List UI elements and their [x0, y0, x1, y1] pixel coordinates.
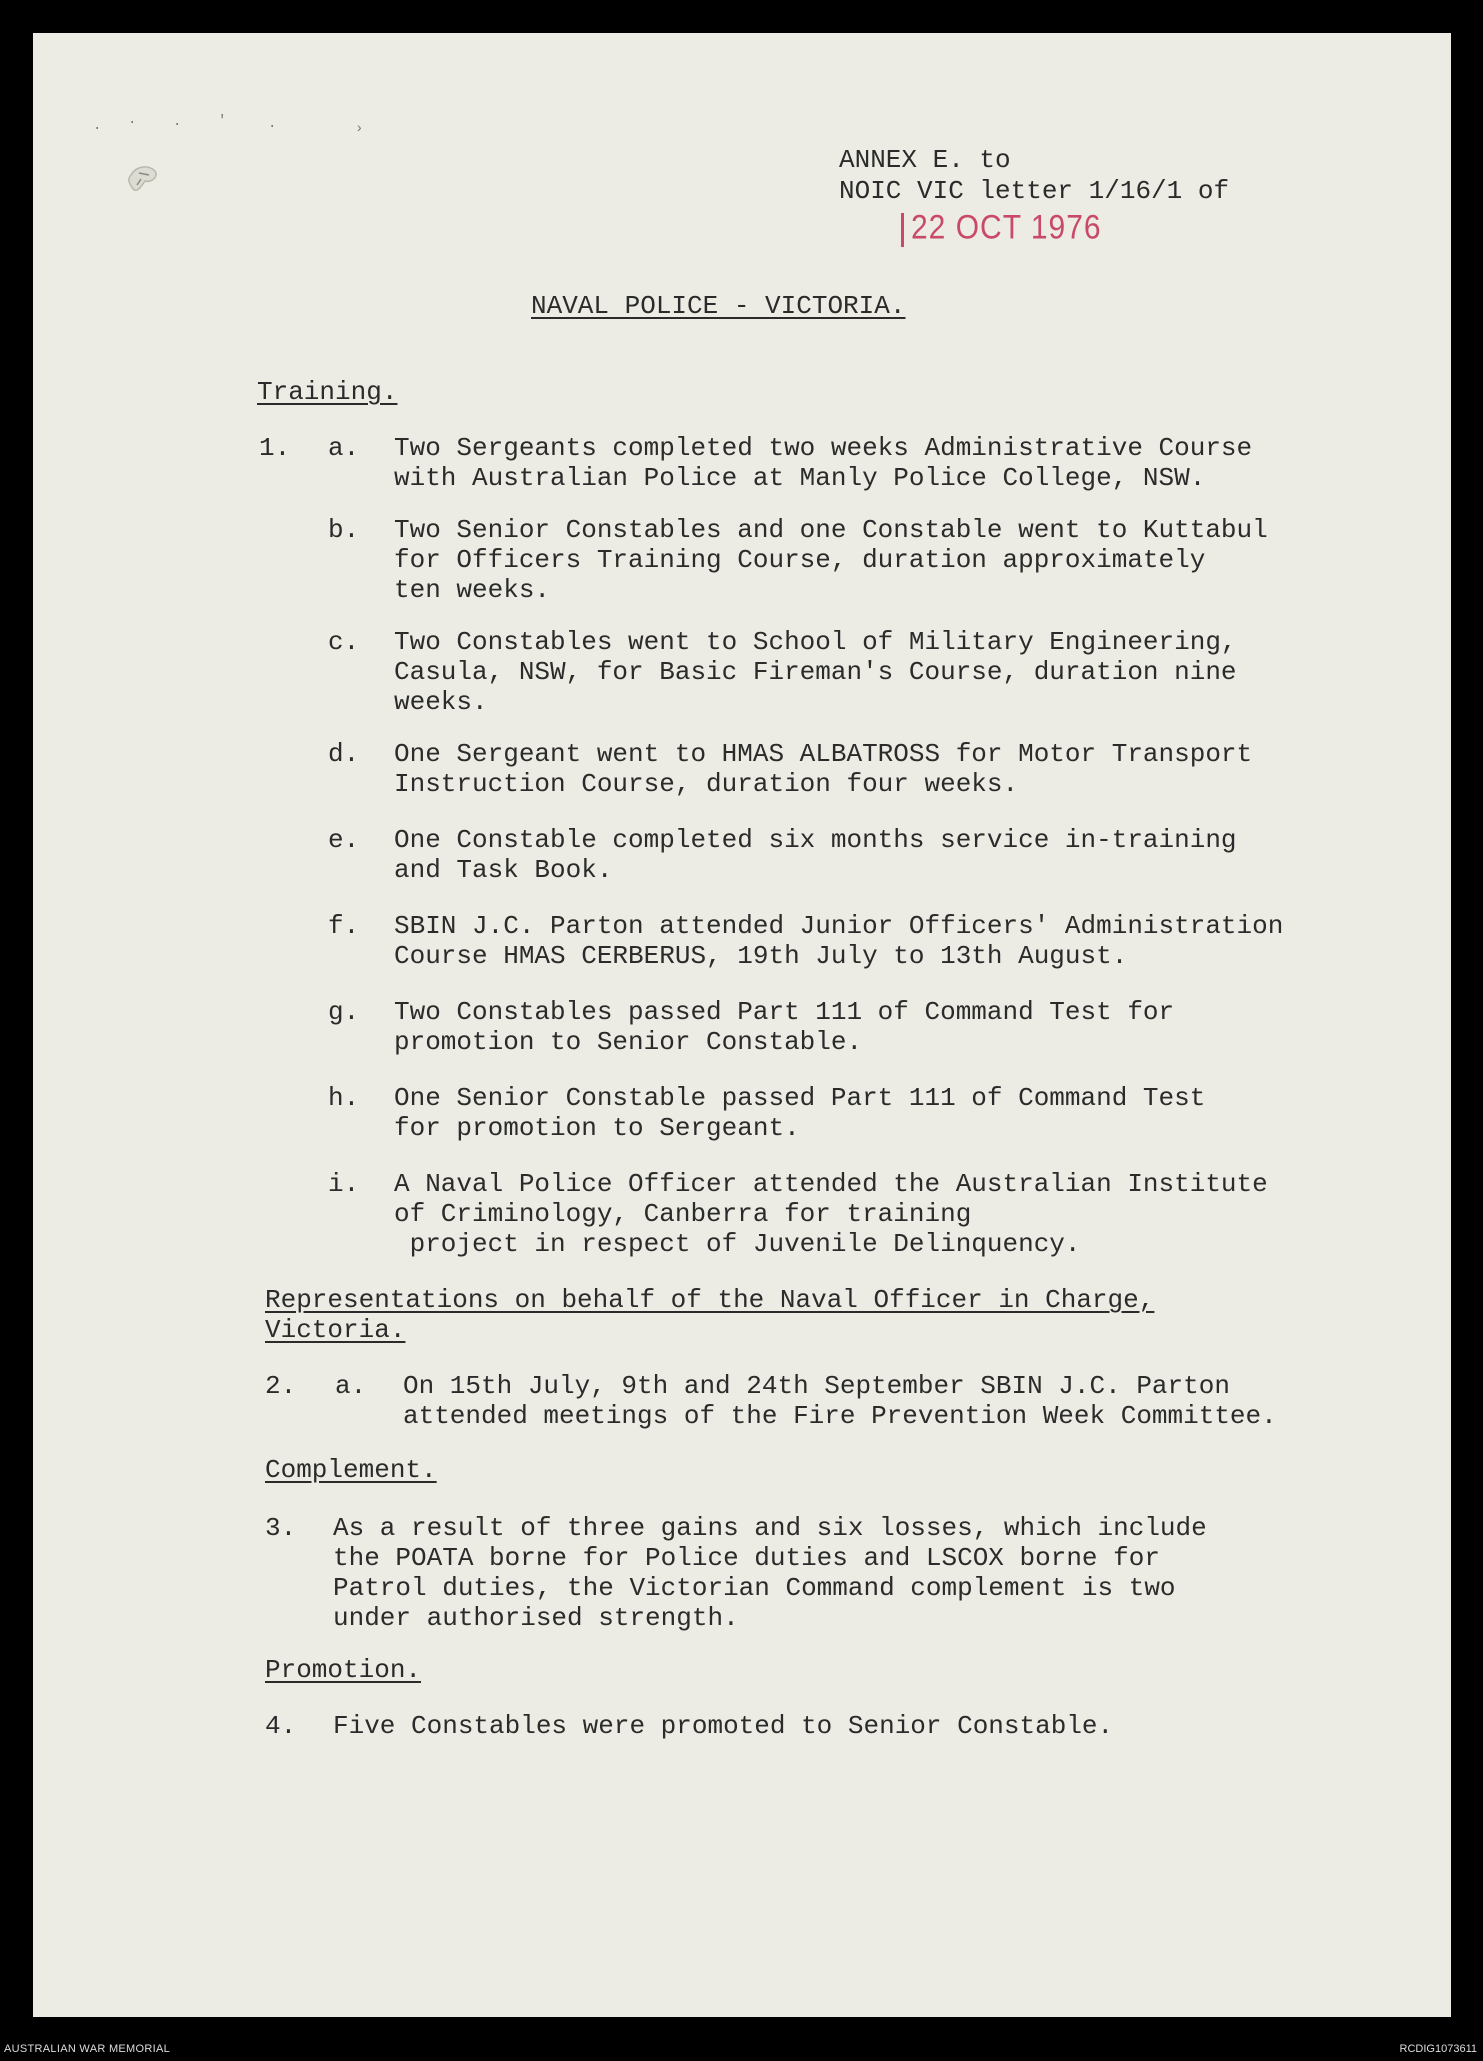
- training-heading: Training.: [257, 377, 398, 407]
- item-line: Two Constables went to School of Military Engineering,: [394, 627, 1237, 657]
- item-line: Five Constables were promoted to Senior Constable.: [333, 1711, 1114, 1741]
- item-line: Two Senior Constables and one Constable went to Kuttabul: [394, 515, 1268, 545]
- representations-heading: Representations on behalf of the Naval Officer in Charge, Victoria.: [265, 1285, 1155, 1345]
- training-item-b: [328, 515, 1428, 605]
- staple-hole-icon: [119, 153, 169, 203]
- item-line: On 15th July, 9th and 24th September SBIN J.C. Parton: [403, 1371, 1230, 1401]
- section-number-3: 3.: [265, 1513, 297, 1543]
- paper-speck: ·: [173, 117, 182, 133]
- item-line: promotion to Senior Constable.: [394, 1027, 863, 1057]
- training-item-i: [328, 1169, 1428, 1259]
- paper-speck: ›: [355, 121, 364, 137]
- promotion-heading: Promotion.: [265, 1655, 422, 1685]
- training-item-d: [328, 739, 1428, 799]
- promotion-paragraph: [333, 1711, 1433, 1741]
- paper-speck: ·: [128, 115, 137, 131]
- paper-speck: .: [93, 118, 102, 134]
- item-line: Two Sergeants completed two weeks Administrative Course: [394, 433, 1253, 463]
- item-line: the POATA borne for Police duties and LSCOX borne for: [333, 1543, 1160, 1573]
- item-line: under authorised strength.: [333, 1603, 739, 1633]
- document-page: [33, 33, 1451, 2017]
- item-line: Instruction Course, duration four weeks.: [394, 769, 1019, 799]
- item-line: Patrol duties, the Victorian Command complement is two: [333, 1573, 1176, 1603]
- item-line: attended meetings of the Fire Prevention Week Committee.: [403, 1401, 1277, 1431]
- item-letter: d.: [328, 739, 360, 769]
- training-item-e: [328, 825, 1428, 885]
- item-line: One Senior Constable passed Part 111 of Command Test: [394, 1083, 1206, 1113]
- item-letter: e.: [328, 825, 360, 855]
- item-letter: a.: [328, 433, 360, 463]
- item-line: project in respect of Juvenile Delinquency.: [394, 1229, 1081, 1259]
- annex-reference: [839, 145, 1229, 207]
- section-number-1: 1.: [259, 433, 291, 463]
- item-line: for promotion to Sergeant.: [394, 1113, 800, 1143]
- date-stamp: 22 OCT 1976: [911, 208, 1102, 247]
- complement-paragraph: [333, 1513, 1433, 1633]
- item-letter: f.: [328, 911, 360, 941]
- item-line: weeks.: [394, 687, 488, 717]
- item-line: A Naval Police Officer attended the Australian Institute: [394, 1169, 1268, 1199]
- training-item-g: [328, 997, 1428, 1057]
- archive-credit: AUSTRALIAN WAR MEMORIAL: [4, 2043, 171, 2055]
- item-line: As a result of three gains and six losses, which include: [333, 1513, 1207, 1543]
- item-line: Course HMAS CERBERUS, 19th July to 13th August.: [394, 941, 1128, 971]
- training-item-a: [328, 433, 1428, 493]
- item-letter: i.: [328, 1169, 360, 1199]
- item-letter: h.: [328, 1083, 360, 1113]
- complement-heading: Complement.: [265, 1455, 437, 1485]
- item-line: of Criminology, Canberra for training: [394, 1199, 972, 1229]
- item-line: ten weeks.: [394, 575, 551, 605]
- section-number-4: 4.: [265, 1711, 297, 1741]
- item-letter: b.: [328, 515, 360, 545]
- stamp-bar: [901, 213, 904, 247]
- item-letter: a.: [335, 1371, 367, 1401]
- training-item-f: [328, 911, 1448, 971]
- paper-speck: ·: [268, 119, 277, 135]
- item-line: and Task Book.: [394, 855, 613, 885]
- item-line: One Sergeant went to HMAS ALBATROSS for Motor Transport: [394, 739, 1253, 769]
- annex-line-1: ANNEX E. to: [839, 145, 1011, 175]
- section-number-2: 2.: [265, 1371, 297, 1401]
- item-line: with Australian Police at Manly Police College, NSW.: [394, 463, 1206, 493]
- annex-line-2: NOIC VIC letter 1/16/1 of: [839, 176, 1230, 206]
- item-line: Casula, NSW, for Basic Fireman's Course, duration nine: [394, 657, 1237, 687]
- archive-id: RCDIG1073611: [1399, 2043, 1477, 2055]
- page-title: NAVAL POLICE - VICTORIA.: [531, 291, 906, 321]
- training-item-h: [328, 1083, 1428, 1143]
- item-line: One Constable completed six months service in-training: [394, 825, 1237, 855]
- item-line: SBIN J.C. Parton attended Junior Officers' Administration: [394, 911, 1284, 941]
- item-letter: g.: [328, 997, 360, 1027]
- paper-speck: ': [218, 113, 227, 129]
- item-line: Two Constables passed Part 111 of Command Test for: [394, 997, 1175, 1027]
- item-line: for Officers Training Course, duration approximately: [394, 545, 1206, 575]
- item-letter: c.: [328, 627, 360, 657]
- training-item-c: [328, 627, 1428, 717]
- representations-item-a: [335, 1371, 1435, 1431]
